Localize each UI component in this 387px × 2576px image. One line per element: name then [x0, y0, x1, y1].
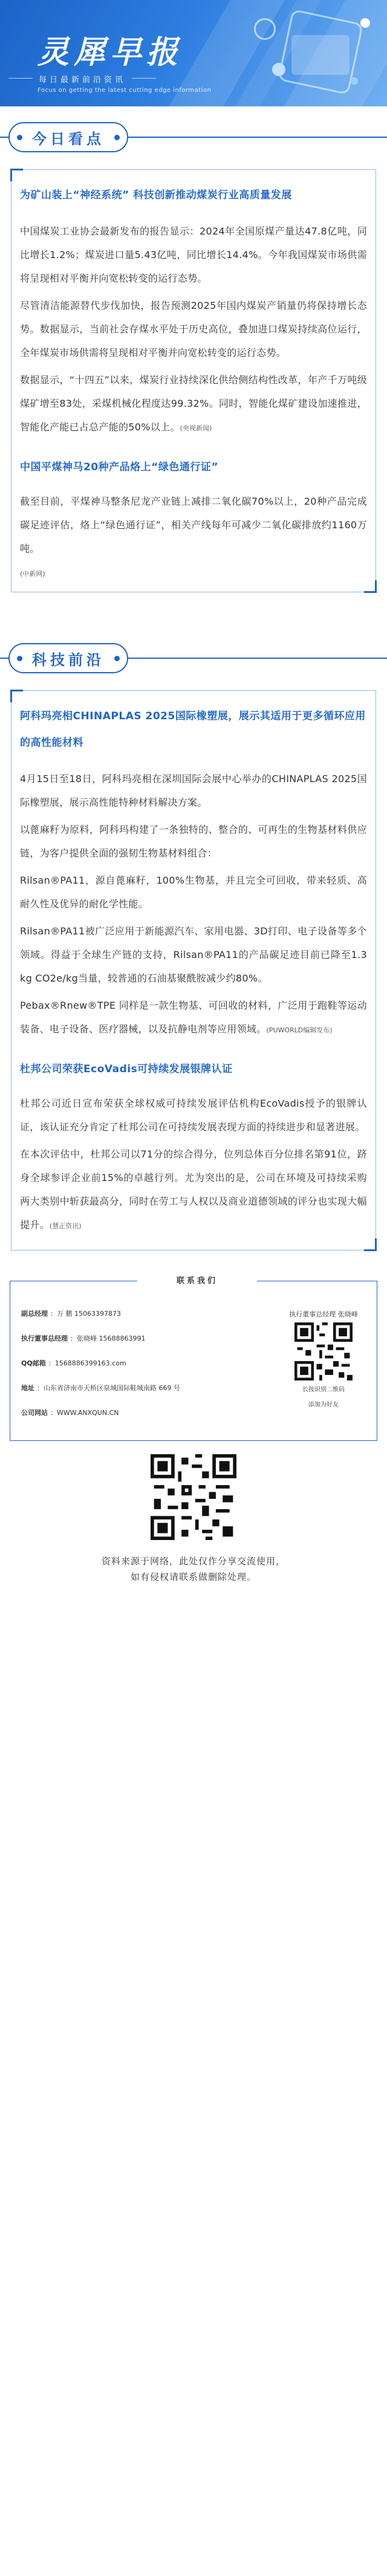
contact-row-address — [21, 1383, 270, 1393]
decor-ring-icon — [254, 18, 276, 40]
decor-sphere-icon — [351, 77, 358, 85]
article-paragraph — [20, 368, 367, 440]
article-title[interactable]: 为矿山装上“神经系统” 科技创新推动煤炭行业高质量发展 — [20, 189, 292, 201]
decor-screen-icon — [291, 35, 350, 75]
section-panel-tech — [11, 690, 376, 1251]
article-paragraph: 杜邦公司近日宣布荣获全球权威可持续发展评估机构EcoVadis授予的银牌认证，该认证充分肯定了杜邦公司在可持续发展表现方面的持续进步和显著进展。 — [20, 1098, 367, 1133]
article-source: (央视新闻) — [180, 424, 212, 432]
contact-value: ：山东省济南市天桥区泉城国际鞋城南路 669 号 — [37, 1384, 180, 1392]
article-paragraph: 以蓖麻籽为原料，阿科玛构建了一条独特的、整合的、可再生的生物基材料供应链，为客户提供全面的强韧生物基材料组合： — [20, 824, 367, 859]
newsletter-title: 灵犀早报 — [37, 34, 183, 71]
qr-caption-add-friend: 添加为好友 — [308, 1402, 339, 1408]
article-paragraph: Rilsan®PA11，源自蓖麻籽，100%生物基，并且完全可回收，带来轻质、高耐久性及优异的耐化学性能。 — [20, 875, 367, 910]
newsletter-tagline: Focus on getting the latest cutting edge information — [37, 87, 212, 94]
article-title[interactable]: 中国平煤神马20种产品烙上“绿色通行证” — [20, 461, 219, 473]
section-title-pill: 今日看点 — [8, 122, 128, 152]
section-panel-today — [11, 169, 376, 592]
article-paragraph: 截至目前，平煤神马整条尼龙产业链上减排二氧化碳70%以上，20种产品完成碳足迹评估，烙上“绿色通行证”，相关产线每年可减少二氧化碳排放约1160万吨。 — [20, 496, 367, 554]
contact-value[interactable]: ：1568886399163.com — [48, 1359, 126, 1367]
qr-caption: 长按识别二维码 — [302, 1387, 345, 1393]
account-qr-code-icon[interactable] — [151, 1454, 236, 1540]
spacer — [20, 1046, 367, 1059]
contact-value[interactable]: ：张晓峰 15688863991 — [70, 1335, 146, 1342]
newsletter-subtitle: 每日最新前沿资讯 — [35, 71, 129, 86]
wechat-qr-code-icon[interactable] — [294, 1322, 353, 1380]
article-paragraph-text: Pebax®Rnew®TPE 同样是一款生物基、可回收的材料，广泛用于跑鞋等运动装备、电子设备、医疗器械，以及抗静电剂等应用领域。 — [20, 1000, 367, 1035]
contact-value[interactable]: ：万 鹏 15063397873 — [50, 1310, 121, 1318]
article-source: (中新网) — [20, 570, 45, 578]
contact-qr-area — [270, 1309, 377, 1433]
article-paragraph: 4月15日至18日，阿科玛亮相在深圳国际会展中心举办的CHINAPLAS 2025国际橡塑展，展示高性能特种材料解决方案。 — [20, 773, 367, 808]
article-source: (慧正资讯) — [49, 1222, 82, 1230]
section-title-pill: 科技前沿 — [8, 643, 128, 673]
article-paragraph-text: 数据显示，“十四五”以来，煤炭行业持续深化供给侧结构性改革，年产千万吨级煤矿增至83处，采煤机械化程度达99.32%。同时，智能化煤矿建设加速推进，智能化产能已占总产能的50%以上。 — [20, 374, 367, 433]
contact-key: QQ邮箱 — [21, 1359, 46, 1367]
contact-row-general-manager — [21, 1334, 270, 1344]
contact-row-website — [21, 1408, 270, 1418]
disclaimer-line: 如有侵权请联系做删除处理。 — [130, 1571, 256, 1582]
contact-key: 副总经理 — [21, 1310, 48, 1318]
article — [20, 182, 367, 440]
qr-owner-label: 执行董事总经理 张晓峰 — [289, 1310, 358, 1318]
article-paragraph: Rilsan®PA11被广泛应用于新能源汽车、家用电器、3D打印、电子设备等多个领域。得益于全球生产链的支持，Rilsan®PA11的产品碳足迹目前已降至1.3 kg CO2e/kg当量，较普通的石油基聚酰胺减少约80%。 — [20, 925, 367, 984]
header-banner — [0, 0, 387, 106]
contact-details — [10, 1309, 270, 1433]
article-paragraph — [20, 1142, 367, 1238]
footer-qr-area — [0, 1441, 387, 1549]
contact-key: 公司网站 — [21, 1409, 48, 1417]
decor-sphere-icon — [272, 63, 285, 76]
article-title[interactable]: 阿科玛亮相CHINAPLAS 2025国际橡塑展，展示其适用于更多循环应用的高性能材料 — [20, 710, 366, 749]
contact-key: 地址 — [21, 1384, 34, 1392]
contact-value[interactable]: ：WWW.ANXQUN.CN — [50, 1409, 119, 1417]
section-heading-today — [0, 106, 387, 169]
article-paragraph-text: 在本次评估中，杜邦公司以71分的综合得分，位列总体百分位排名第91位，跻身全球参评企业前15%的卓越行列。尤为突出的是，公司在环境及可持续采购两大类别中斩获最高分，同时在劳工与人权以及商业道德领域的评分也实现大幅提升。 — [20, 1148, 367, 1231]
spacer — [20, 444, 367, 457]
article-paragraph: 尽管清洁能源替代步伐加快，报告预测2025年国内煤炭产销量仍将保持增长态势。数据显示，当前社会存煤水平处于历史高位，叠加进口煤炭持续高位运行，全年煤炭市场供需将呈现相对平衡并向宽松转变的运行态势。 — [20, 300, 367, 358]
spacer — [0, 592, 387, 627]
article-source: (PUWORLD编辑发布) — [266, 1026, 333, 1034]
contact-heading: 联系我们 — [137, 1274, 257, 1289]
section-heading-tech — [0, 627, 387, 690]
article — [20, 457, 367, 578]
contact-body — [10, 1309, 377, 1433]
article-paragraph: 中国煤炭工业协会最新发布的报告显示：2024年全国原煤产量达47.8亿吨，同比增长1.2%；煤炭进口量5.43亿吨，同比增长14.4%。今年我国煤炭市场供需将呈现相对平衡并向宽松转变的运行态势。 — [20, 225, 367, 284]
contact-card — [10, 1277, 377, 1441]
contact-row-email — [21, 1359, 270, 1368]
article — [20, 1059, 367, 1238]
disclaimer-line: 资料来源于网络，此处仅作分享交流使用， — [101, 1556, 285, 1567]
article-title[interactable]: 杜邦公司荣获EcoVadis可持续发展银牌认证 — [20, 1063, 233, 1075]
contact-key: 执行董事总经理 — [21, 1335, 68, 1342]
footer-disclaimer — [0, 1549, 387, 1602]
decor-sphere-icon — [360, 18, 370, 28]
article — [20, 703, 367, 1042]
contact-row-deputy-manager — [21, 1309, 270, 1319]
article-paragraph — [20, 994, 367, 1042]
